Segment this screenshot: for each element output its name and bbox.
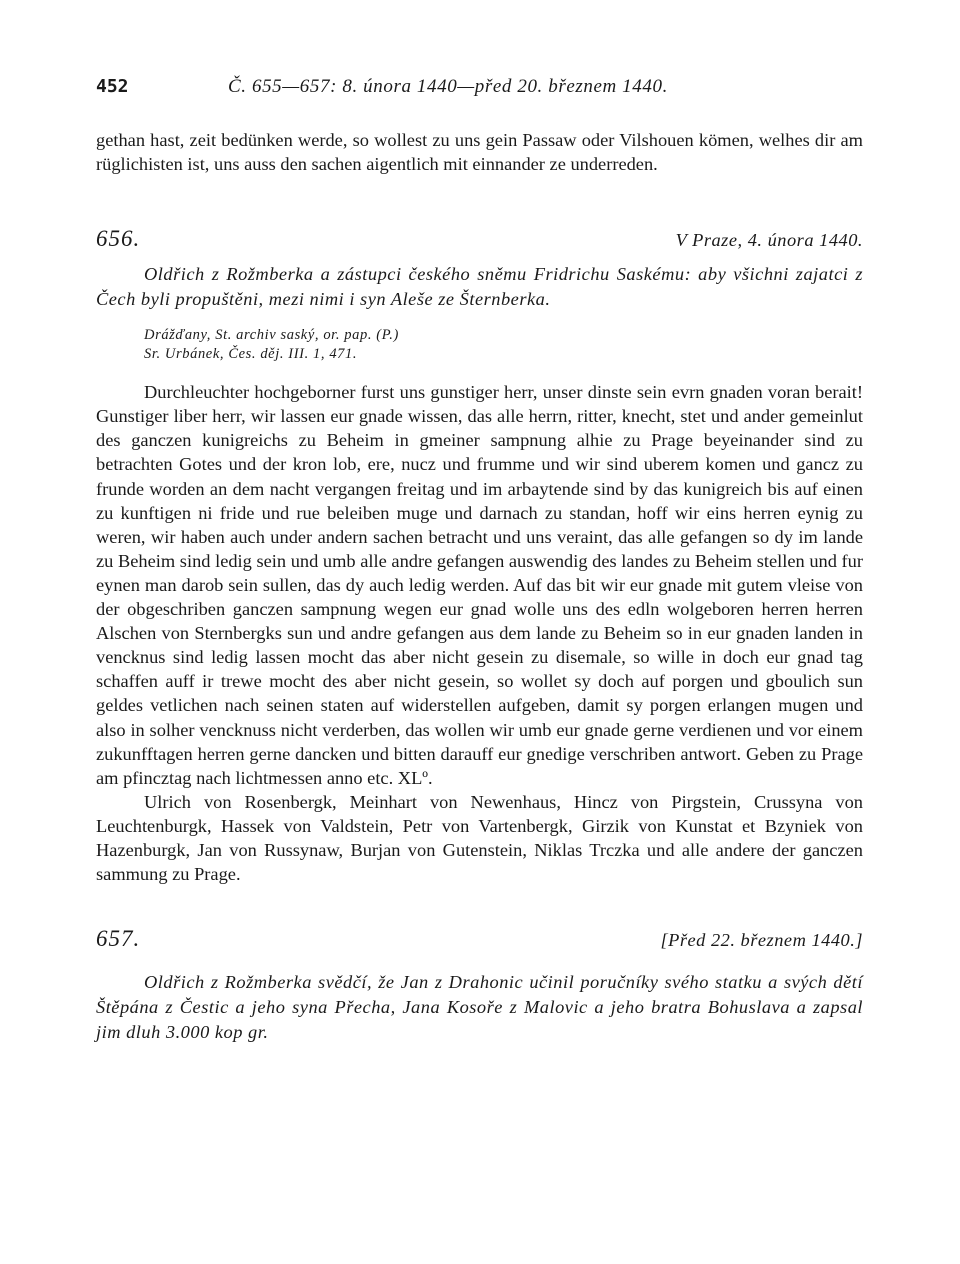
document-text-paragraph: Durchleuchter hochgeborner furst uns gunstiger herr, unser dinste sein evrn gnaden voran berait! Gunstiger liber herr, wir lassen eur gnade wissen, das alle herrn, ritter, knecht, stet und ander gemeinlut des ganczen kunigreichs zu Beheim in gmeiner sampnung alhie zu Prage beyeinander sind zu betrachten Gotes und der kron lob, ere, nucz und frumme und wir sind uberem komen und gancz zu frunde worden an dem nacht vergangen freitag und im arbaytende sind by das kunigreich bis auf einen zu kunftigen ni fride und rue beleiben muge und darnach zu standan, hoff wir eins herren eynig zu weren, wir haben auch under andern sachen betracht und uns veraint, das alle gefangen so dy im lande zu Beheim sind ledig sein und umb alle andre gefangen auswendig des landes zu Beheim stellen und fur eynen man darob sein sullen, das dy auch ledig werden. Auf das bit wir eur gnade mit gutem vleise von der obgeschriben ganczen sampnung wegen eur gnad wolle uns des edln wolgeboren herren herren Alschen von Sternbergks sun und andre gefangen aus dem lande zu Beheim so in eur gnaden landen in vencknus sind ledig lassen mocht das aber nicht gesein zu disemale, so wille in doch eur gnad tag schaffen auff ir trewe mocht des aber nicht gesein, so wollet sy doch auf porgen und gboulich sun geldes vetlichen nach seinen staten auf widerstellen aufgeben, damit sy porgen erlangen mugen und also in solher vencknuss nicht verderben, das wollen wir umb eur gnade gerne verdienen und vor einem zukunfftagen herren gerne dancken und bitten darauff eur gnedige verschriben antwort. Geben zu Prage am pfincztag nach lichtmessen anno etc. XLº. [96, 382, 863, 788]
document-656 [96, 226, 863, 886]
continuation-paragraph: gethan hast, zeit bedünken werde, so wollest zu uns gein Passaw oder Vilshouen kömen, welhes dir am rüglichisten ist, uns auss den sachen aigentlich mit einnander ze underreden. [96, 130, 863, 175]
document-number: 656. [96, 226, 141, 252]
document-place-date: [Před 22. březnem 1440.] [660, 930, 863, 951]
document-regest: Oldřich z Rožmberka a zástupci českého sněmu Fridrichu Saskému: aby všichni zajatci z Čech byli propuštěni, mezi nimi i syn Aleše ze Šternberka. [96, 264, 863, 310]
document-heading [96, 926, 863, 962]
page-header [96, 76, 863, 106]
document-signatories-paragraph: Ulrich von Rosenbergk, Meinhart von Newenhaus, Hincz von Pirgstein, Crussyna von Leuchtenburgk, Hassek von Valdstein, Petr von Vartenbergk, Girzik von Kunstat et Bzyniek von Hazenburgk, Jan von Russynaw, Burjan von Gutenstein, Niklas Trczka und alle andere der ganczen sammung zu Prage. [96, 791, 863, 885]
page-number: 452 [96, 76, 129, 97]
document-sources [144, 326, 863, 364]
document-regest: Oldřich z Rožmberka svědčí, že Jan z Drahonic učinil poručníky svého statku a svých dětí Štěpána z Čestic a jeho syna Přecha, Jana Kosoře z Malovic a jeho bratra Bohuslava a zapsal jim dluh 3.000 kop gr. [96, 972, 863, 1043]
document-number: 657. [96, 926, 141, 952]
running-head: Č. 655—657: 8. února 1440—před 20. březnem 1440. [228, 76, 668, 97]
document-page [96, 76, 863, 1045]
source-archive: Drážďany, St. archiv saský, or. pap. (P.) [144, 327, 399, 344]
document-place-date: V Praze, 4. února 1440. [675, 230, 863, 251]
document-heading [96, 226, 863, 262]
document-657 [96, 926, 863, 1045]
source-reference: Sr. Urbánek, Čes. děj. III. 1, 471. [144, 346, 358, 363]
